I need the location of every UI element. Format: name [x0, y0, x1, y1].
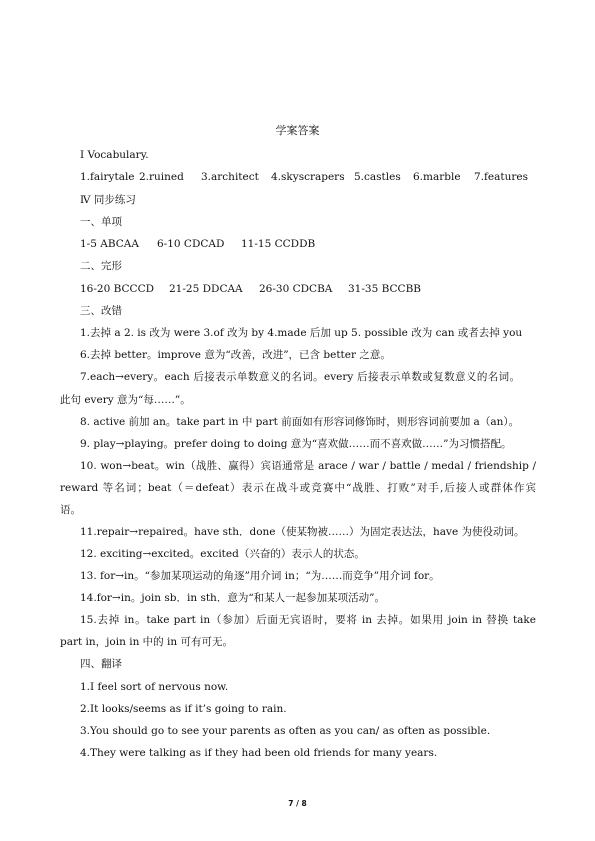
correction-item: 15.去掉 in。take part in（参加）后面无宾语时，要将 in 去掉。如果用 join in 替换 take	[80, 614, 536, 626]
cloze-answer: 16-20 BCCCD	[80, 283, 155, 295]
correction-item: 10. won→beat。win（战胜、赢得）宾语通常是 arace / war / battle / medal / friendship /	[80, 460, 536, 472]
correction-item-continued: 此句 every 意为“每……”。	[60, 394, 191, 406]
cloze-answer: 26-30 CDCBA	[259, 283, 333, 295]
translation-item: 3.You should go to see your parents as often as you can/ as often as possible.	[80, 725, 491, 737]
single-choice-answer: 11-15 CCDDB	[241, 238, 316, 250]
practice-heading: Ⅳ 同步练习	[80, 194, 136, 206]
page-number: 7 / 8	[288, 799, 307, 808]
cloze-answer: 31-35 BCCBB	[348, 283, 422, 295]
correction-item: 11.repair→repaired。have sth．done（使某物被……）为固定表达法，have 为使役动词。	[80, 526, 525, 538]
vocab-answer: 5.castles	[354, 171, 401, 183]
correction-item: 8. active 前加 an。take part in 中 part 前面如有形容词修饰时，则形容词前要加 a（an）。	[80, 416, 520, 428]
correction-item: 9. play→playing。prefer doing to doing 意为“喜欢做……而不喜欢做……”为习惯搭配。	[80, 438, 512, 450]
vocab-answer: 3.architect	[201, 171, 259, 183]
correction-heading: 三、改错	[80, 305, 122, 317]
vocab-answer: 7.features	[474, 171, 528, 183]
correction-item-continued: part in，join in 中的 in 可有可无。	[60, 636, 233, 648]
page-title: 学案答案	[275, 124, 320, 137]
translation-item: 2.It looks/seems as if it’s going to rain.	[80, 703, 287, 715]
correction-item: 1.去掉 a 2. is 改为 were 3.of 改为 by 4.made 后加 up 5. possible 改为 can 或者去掉 you	[80, 327, 523, 339]
vocab-answer: 2.ruined	[139, 171, 184, 183]
cloze-answer: 21-25 DDCAA	[169, 283, 243, 295]
vocabulary-heading: Ⅰ Vocabulary.	[80, 149, 149, 161]
cloze-heading: 二、完形	[80, 260, 122, 272]
correction-item-continued: reward 等名词；beat（＝defeat）表示在战斗或竞赛中“战胜、打败”对手,后接人或群体作宾	[60, 482, 536, 494]
single-choice-answer: 1-5 ABCAA	[80, 238, 139, 250]
correction-item: 12. exciting→excited。excited（兴奋的）表示人的状态。	[80, 548, 365, 560]
vocab-answer: 6.marble	[413, 171, 461, 183]
single-choice-answer: 6-10 CDCAD	[157, 238, 225, 250]
correction-item: 13. for→in。“参加某项运动的角逐”用介词 in；“为……而竞争”用介词 for。	[80, 570, 440, 582]
single-choice-heading: 一、单项	[80, 216, 122, 228]
translation-item: 4.They were talking as if they had been old friends for many years.	[80, 747, 438, 759]
vocab-answer: 1.fairytale	[80, 171, 135, 183]
translation-heading: 四、翻译	[80, 658, 122, 670]
correction-item: 7.each→every。each 后接表示单数意义的名词。every 后接表示单数或复数意义的名词。	[80, 371, 520, 383]
correction-item: 14.for→in。join sb．in sth．意为“和某人一起参加某项活动”。	[80, 592, 386, 604]
correction-item: 6.去掉 better。improve 意为“改善，改进”，已含 better 之意。	[80, 349, 391, 361]
correction-item-continued: 语。	[60, 504, 81, 516]
vocab-answer: 4.skyscrapers	[271, 171, 345, 183]
translation-item: 1.I feel sort of nervous now.	[80, 681, 229, 693]
